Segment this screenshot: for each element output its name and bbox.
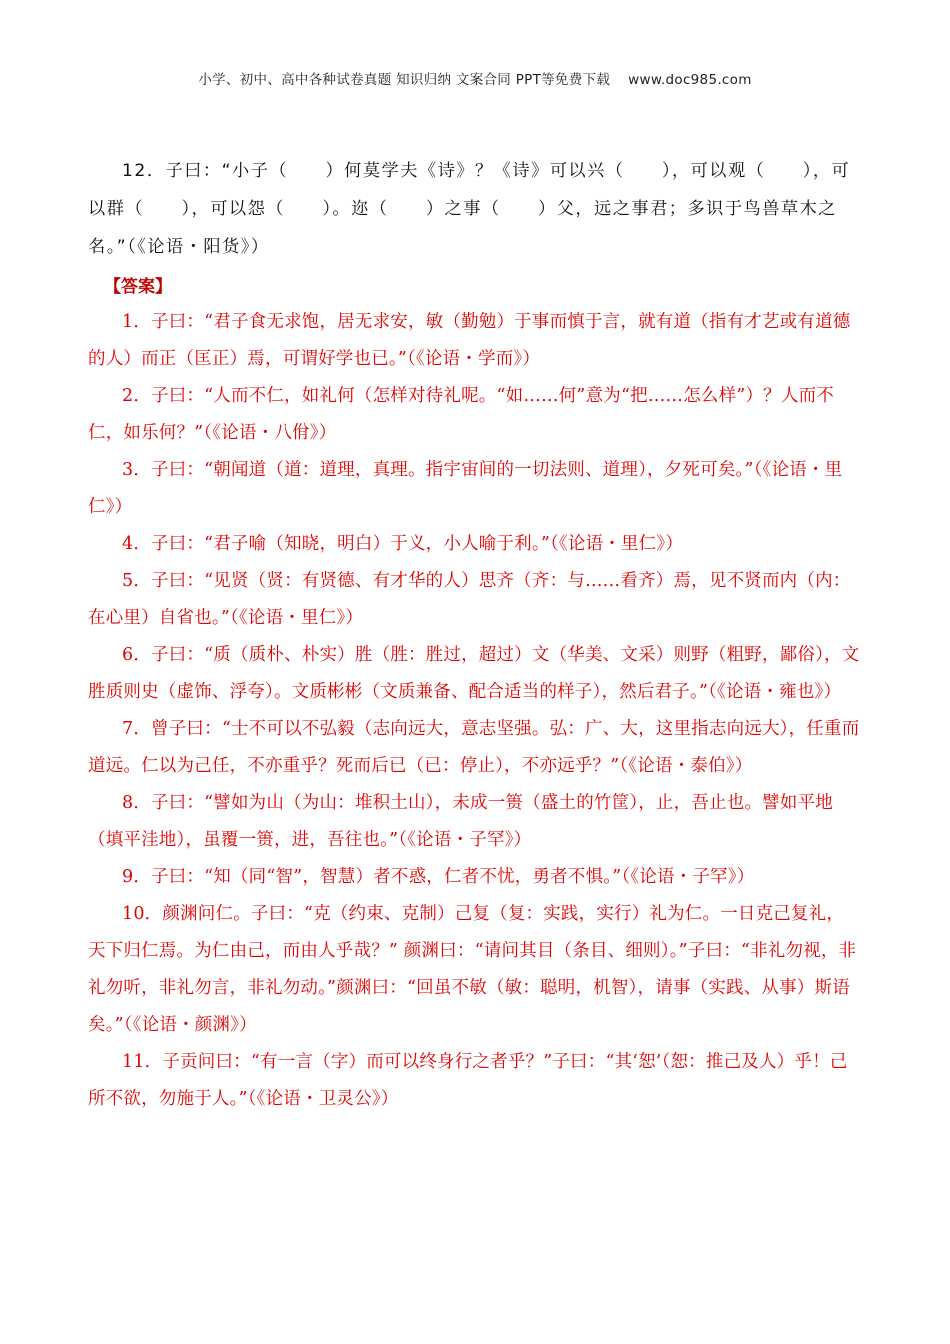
answer-item-1: 1．子曰：“君子食无求饱，居无求安，敏（勤勉）于事而慎于言，就有道（指有才艺或有道德的人）而正（匡正）焉，可谓好学也已。”（《论语・学而》） [88, 312, 851, 369]
answer-item-3: 3．子曰：“朝闻道（道：道理，真理。指宇宙间的一切法则、道理），夕死可矣。”（《论语・里仁》） [88, 460, 843, 517]
answer-item-2: 2．子曰：“人而不仁，如礼何（怎样对待礼呢。“如……何”意为“把……怎么样”）？人而不仁，如乐何？”（《论语・八佾》） [88, 386, 834, 443]
header-text: 小学、初中、高中各种试卷真题 知识归纳 文案合同 PPT等免费下载 [198, 72, 611, 88]
document-body [88, 152, 860, 1118]
answer-heading: 【答案】 [104, 277, 172, 297]
question-12: 12．子曰：“小子（ ）何莫学夫《诗》？《诗》可以兴（ ），可以观（ ），可以群（ ），可以怨（ ）。迩（ ）之事（ ）父，远之事君；多识于鸟兽草木之名。”（《论语・阳货》） [88, 161, 851, 257]
answer-item-11: 11．子贡问曰：“有一言（字）而可以终身行之者乎？”子曰：“其‘恕’（恕：推己及人）乎！己所不欲，勿施于人。”（《论语・卫灵公》） [88, 1052, 848, 1109]
answer-item-9: 9．子曰：“知（同“智”，智慧）者不惑，仁者不忧，勇者不惧。”（《论语・子罕》） [122, 867, 755, 887]
answer-item-5: 5．子曰：“见贤（贤：有贤德、有才华的人）思齐（齐：与……看齐）焉，见不贤而内（内：在心里）自省也。”（《论语・里仁》） [88, 571, 851, 628]
page-header [0, 68, 950, 88]
header-site-url[interactable]: www.doc985.com [628, 72, 752, 88]
answer-item-8: 8．子曰：“譬如为山（为山：堆积土山），未成一篑（盛土的竹筐），止，吾止也。譬如平地（填平洼地），虽覆一篑，进，吾往也。”（《论语・子罕》） [88, 793, 833, 850]
answer-item-10: 10．颜渊问仁。子曰：“克（约束、克制）己复（复：实践，实行）礼为仁。一日克己复礼，天下归仁焉。为仁由己，而由人乎哉？” 颜渊曰：“请问其目（条目、细则）。”子曰：“非礼勿视，非礼勿听，非礼勿言，非礼勿动。”颜渊曰：“回虽不敏（敏：聪明，机智），请事（实践、从事）斯语矣。”（《论语・颜渊》） [88, 904, 857, 1035]
answer-item-4: 4．子曰：“君子喻（知晓，明白）于义，小人喻于利。”（《论语・里仁》） [122, 534, 684, 554]
answer-item-7: 7．曾子曰：“士不可以不弘毅（志向远大，意志坚强。弘：广、大，这里指志向远大），任重而道远。仁以为己任，不亦重乎？死而后已（已：停止），不亦远乎？”（《论语・泰伯》） [88, 719, 860, 776]
answer-item-6: 6．子曰：“质（质朴、朴实）胜（胜：胜过，超过）文（华美、文采）则野（粗野，鄙俗），文胜质则史（虚饰、浮夸）。文质彬彬（文质兼备、配合适当的样子），然后君子。”（《论语・雍也》） [88, 645, 860, 702]
